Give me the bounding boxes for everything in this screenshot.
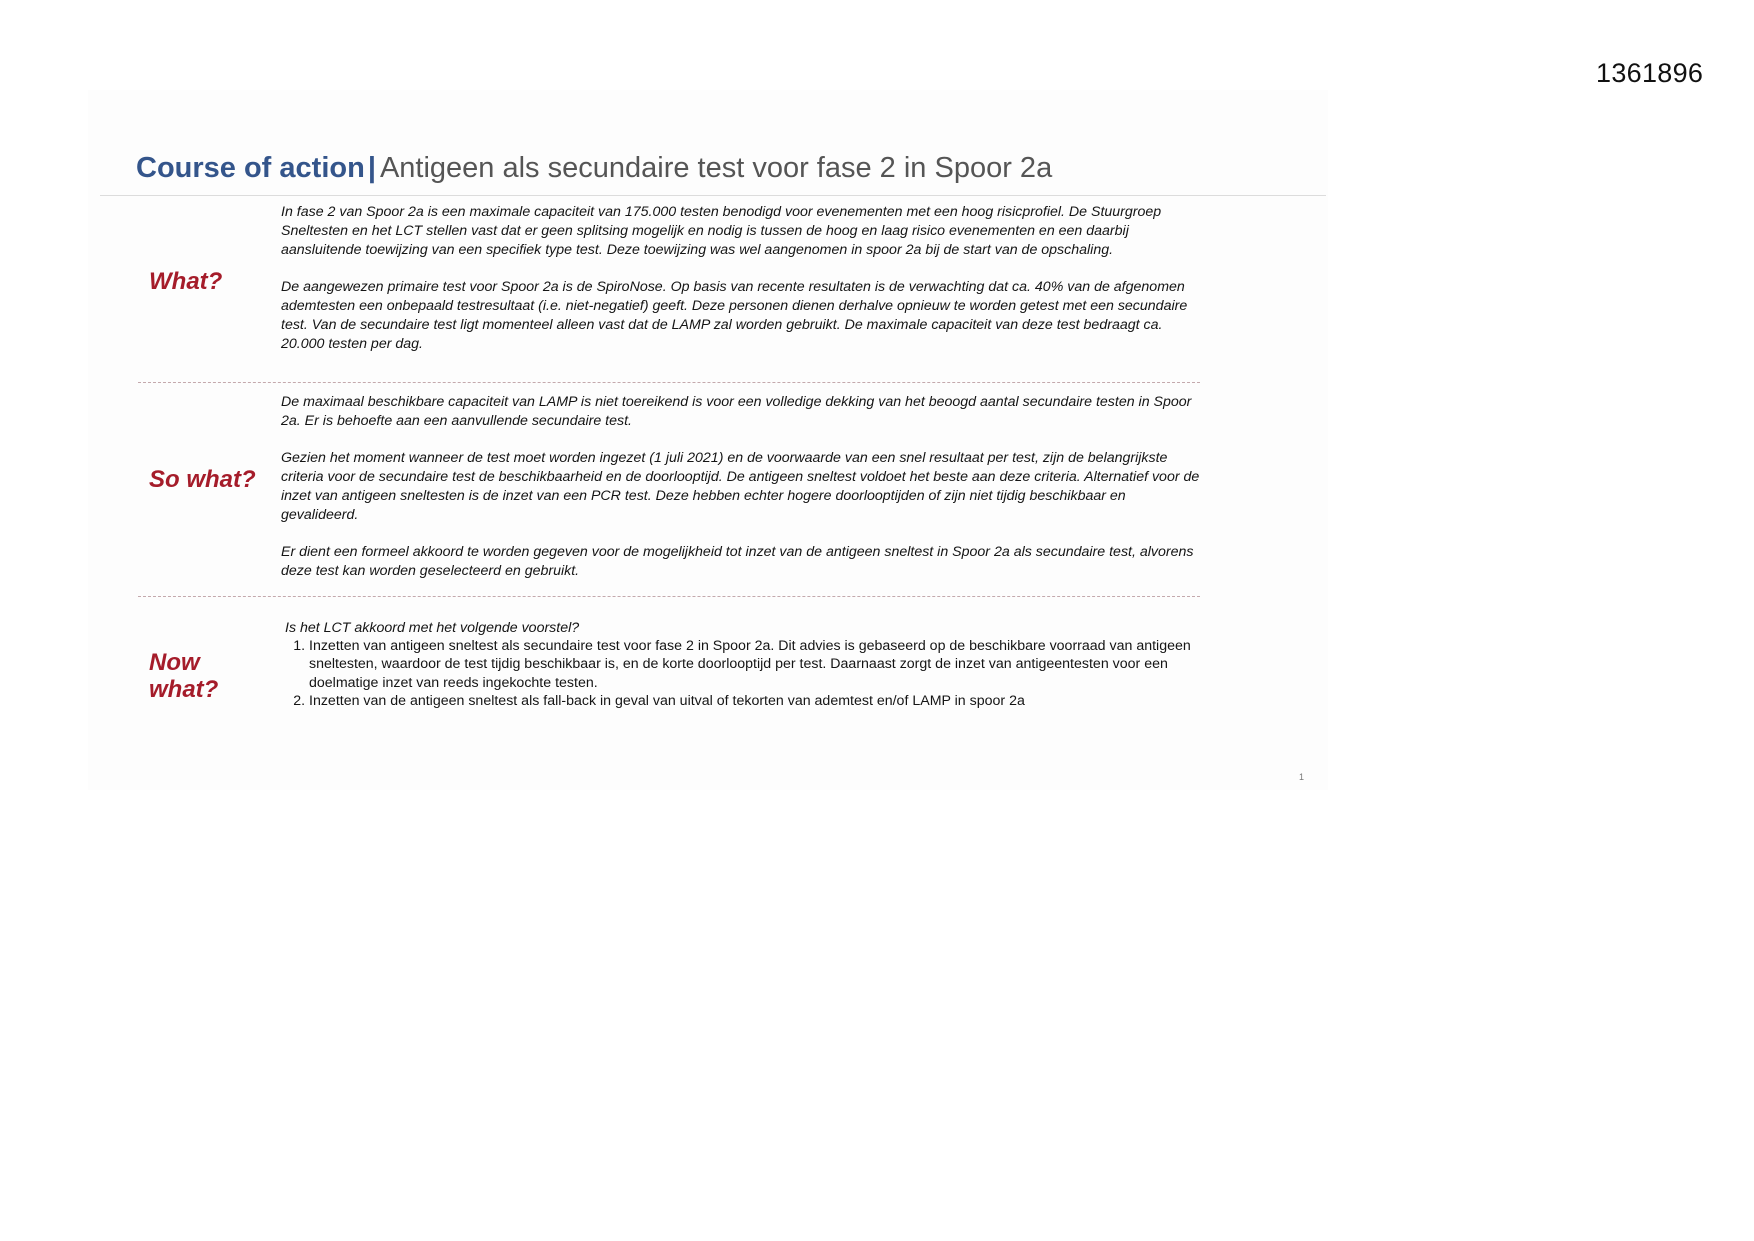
section-body-so-what: [281, 393, 1201, 581]
title-separator: |: [367, 152, 376, 184]
proposal-item-2: 2. Inzetten van de antigeen sneltest als fall-back in geval van uitval of tekorten van ademtest en/of LAMP in spoor 2a: [309, 692, 1205, 710]
so-what-paragraph-1: De maximaal beschikbare capaciteit van LAMP is niet toereikend is voor een volledige dekking van het beoogd aantal secundaire testen in Spoor 2a. Er is behoefte aan een aanvullende secundaire test.: [281, 394, 1192, 429]
what-paragraph-2: De aangewezen primaire test voor Spoor 2a is de SpiroNose. Op basis van recente resultaten is de verwachting dat ca. 40% van de afgenomen ademtesten een onbepaald testresultaat (i.e. niet-negatief) geeft. Deze personen dienen derhalve opnieuw te worden getest met een secundaire test. Van de secundaire test ligt momenteel alleen vast dat de LAMP zal worden gebruikt. De maximale capaciteit van deze test bedraagt ca. 20.000 testen per dag.: [281, 279, 1188, 352]
section-label-what: What?: [149, 268, 223, 295]
section-divider-1: [138, 382, 1200, 383]
so-what-paragraph-3: Er dient een formeel akkoord te worden gegeven voor de mogelijkheid tot inzet van de antigeen sneltest in Spoor 2a als secundaire test, alvorens deze test kan worden geselecteerd en gebruikt.: [281, 544, 1194, 580]
section-label-so-what: So what?: [149, 466, 256, 493]
title-rule: [100, 195, 1326, 196]
proposal-question: Is het LCT akkoord met het volgende voorstel?: [285, 620, 580, 636]
now-what-label-line-1: Now: [149, 649, 200, 676]
title-subtitle: Antigeen als secundaire test voor fase 2 in Spoor 2a: [379, 152, 1053, 184]
section-body-what: [281, 203, 1201, 353]
slide-title: [136, 152, 1052, 185]
so-what-paragraph-2: Gezien het moment wanneer de test moet worden ingezet (1 juli 2021) en de voorwaarde van een snel resultaat per test, zijn de belangrijkste criteria voor de secundaire test de beschikbaarheid en de doorlooptijd. De antigeen sneltest voldoet het beste aan deze criteria. Alternatief voor de inzet van antigeen sneltesten is de inzet van een PCR test. Deze hebben echter hogere doorlooptijden of zijn niet tijdig beschikbaar en gevalideerd.: [281, 450, 1200, 523]
section-divider-2: [138, 596, 1200, 597]
page-number: 1: [1299, 772, 1305, 782]
section-label-now-what: [149, 649, 218, 703]
proposal-item-1: 1. Inzetten van antigeen sneltest als secundaire test voor fase 2 in Spoor 2a. Dit advies is gebaseerd op de beschikbare voorraad van antigeen sneltesten, waardoor de test tijdig beschikbaar is, en de korte doorlooptijd per test. Daarnaast zorgt de inzet van antigeentesten voor een doelmatige inzet van reeds ingekochte testen.: [309, 637, 1205, 692]
now-what-label-line-2: what?: [149, 676, 219, 703]
title-main: Course of action: [136, 152, 365, 184]
what-paragraph-1: In fase 2 van Spoor 2a is een maximale capaciteit van 175.000 testen benodigd voor evenementen met een hoog risicprofiel. De Stuurgroep Sneltesten en het LCT stellen vast dat er geen splitsing mogelijk en nodig is tussen de hoog en laag risico evenementen en een daarbij aansluitende toewijzing van een specifiek type test. Deze toewijzing was wel aangenomen in spoor 2a bij de start van de opschaling.: [281, 204, 1162, 258]
section-body-now-what: [285, 619, 1205, 710]
proposal-list: [285, 637, 1205, 710]
document-id: 1361896: [1596, 58, 1704, 88]
slide: [88, 90, 1328, 790]
